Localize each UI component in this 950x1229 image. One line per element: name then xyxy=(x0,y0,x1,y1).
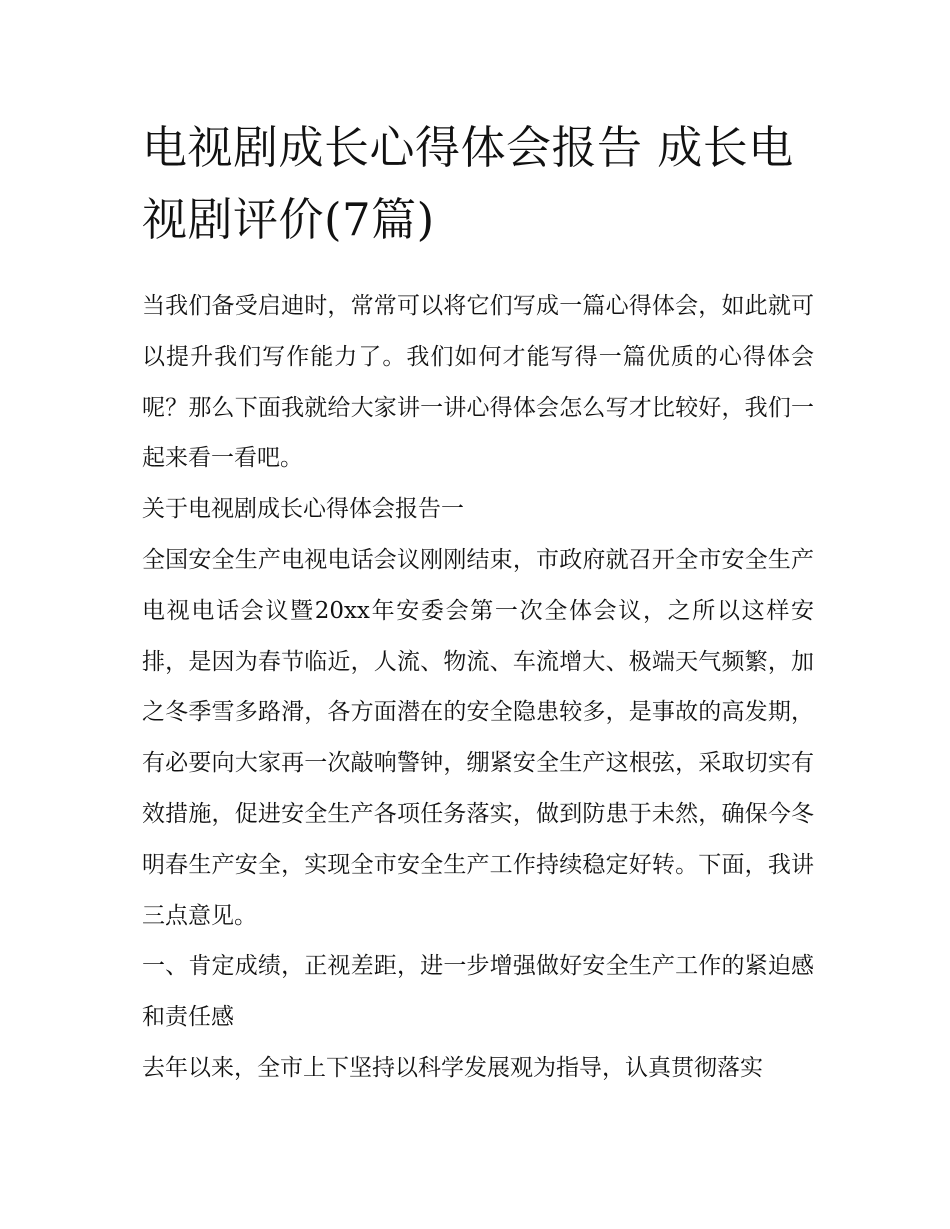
document-body xyxy=(142,281,814,1094)
document-title: 电视剧成长心得体会报告 成长电视剧评价(7篇) xyxy=(142,121,794,246)
body-paragraph: 全国安全生产电视电话会议刚刚结束，市政府就召开全市安全生产电视电话会议暨20xx年安委会第一次全体会议，之所以这样安排，是因为春节临近，人流、物流、车流增大、极端天气频繁，加之冬季雪多路滑，各方面潜在的安全隐患较多，是事故的高发期，有必要向大家再一次敲响警钟，绷紧安全生产这根弦，采取切实有效措施，促进安全生产各项任务落实，做到防患于未然，确保今冬明春生产安全，实现全市安全生产工作持续稳定好转。下面，我讲三点意见。 xyxy=(142,546,814,929)
intro-paragraph: 当我们备受启迪时，常常可以将它们写成一篇心得体会，如此就可以提升我们写作能力了。我们如何才能写得一篇优质的心得体会呢？那么下面我就给大家讲一讲心得体会怎么写才比较好，我们一起来看一看吧。 xyxy=(142,293,814,472)
body-paragraph: 去年以来，全市上下坚持以科学发展观为指导，认真贯彻落实 xyxy=(142,1054,763,1081)
point-heading: 一、肯定成绩，正视差距，进一步增强做好安全生产工作的紧迫感和责任感 xyxy=(142,953,814,1031)
document-page xyxy=(142,112,814,1094)
section-heading: 关于电视剧成长心得体会报告一 xyxy=(142,496,464,523)
